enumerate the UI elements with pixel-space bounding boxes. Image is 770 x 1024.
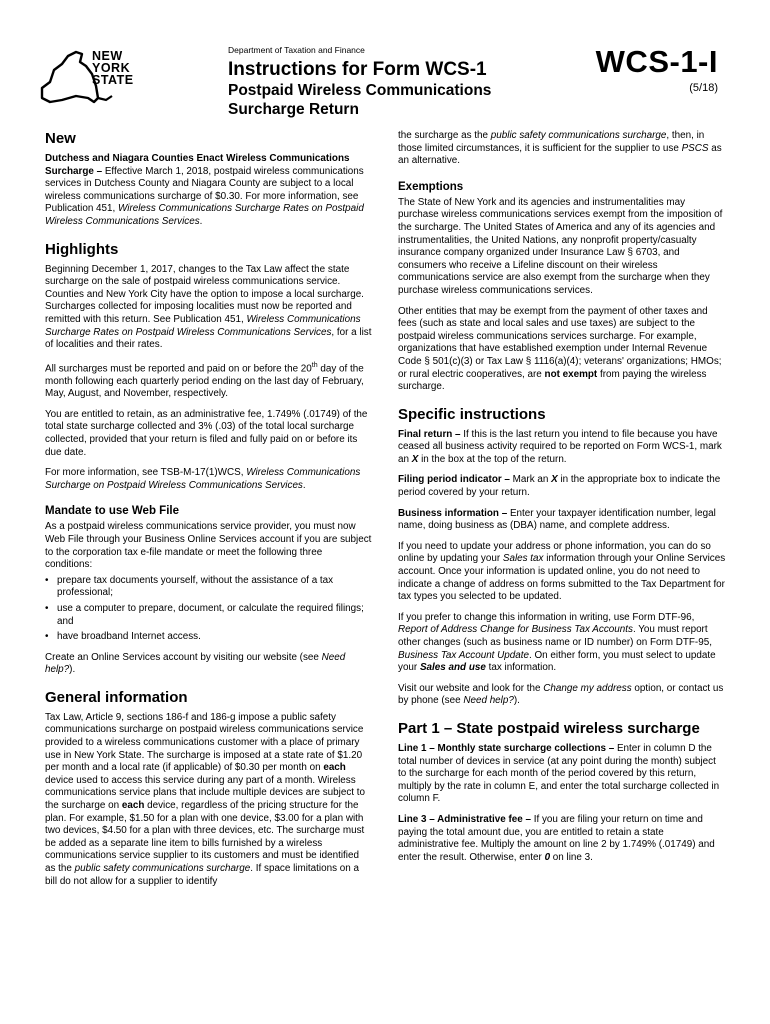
- exemptions-paragraph-1: The State of New York and its agencies and instrumentalities may purchase wireless communications services exempt from the imposition of the surcharge. The United States of America and any of its agencies and instrumentalities, the United Nations, any nonprofit property/casualty insurance company organized under Insurance Law § 6703, and consumers who receive a Lifeline discount on their wireless communications service are also exempt from the surcharge when they purchase wireless communications services.: [398, 196, 723, 296]
- change-in-writing-paragraph: If you prefer to change this information in writing, use Form DTF-96, Report of Address Change for Business Tax Accounts. You must report other changes (such as business name or ID number) on Form DTF-95, Business Tax Account Update. On either form, you must select to update your Sales and use tax information.: [398, 611, 716, 674]
- right-column: [398, 130, 726, 872]
- highlights-heading: Highlights: [45, 240, 119, 258]
- mandate-conditions-list: [45, 575, 372, 644]
- revision-date: (5/18): [689, 82, 718, 94]
- part1-heading: Part 1 – State postpaid wireless surcharge: [398, 719, 700, 737]
- new-heading: New: [45, 130, 76, 147]
- general-continued-paragraph: the surcharge as the public safety communications surcharge, then, in those limited circumstances, it is sufficient for the supplier to use PSCS as an alternative.: [398, 130, 722, 167]
- list-item: • prepare tax documents yourself, without the assistance of a tax professional;: [57, 575, 372, 600]
- list-item: • use a computer to prepare, document, or calculate the required filings; and: [57, 603, 372, 628]
- department-name: Department of Taxation and Finance: [228, 45, 365, 55]
- line1-paragraph: Line 1 – Monthly state surcharge collections – Enter in column D the total number of devices in service (at any point during the month) subject to the surcharge for each month of the period covered by this return, multiply by the rate in column E, and enter the total surcharge collected in column F.: [398, 742, 720, 805]
- highlights-paragraph-2: All surcharges must be reported and paid on or before the 20th day of the month following each quarterly period ending on the last day of February, May, August, and November, respectively.: [45, 361, 364, 400]
- line3-paragraph: Line 3 – Administrative fee – If you are filing your return on time and paying the total amount due, you are entitled to retain a state administrative fee. Multiply the amount on line 2 by 1.749% (.01749) and enter the result. Otherwise, enter 0 on line 3.: [398, 813, 715, 863]
- visit-website-paragraph: Visit our website and look for the Change my address option, or contact us by phone (see Need help?).: [398, 682, 724, 707]
- exemptions-paragraph-2: Other entities that may be exempt from the payment of other taxes and fees (such as state and local sales and use taxes) are subject to the postpaid wireless communications services surcharge. For example, organizations that have established exemption under Internal Revenue Code § 501(c)(3) or Tax Law § 1116(a)(4); veterans' organizations; HMOs; or rural electric cooperatives, are not exempt from paying the wireless surcharge.: [398, 305, 722, 393]
- general-information-paragraph: Tax Law, Article 9, sections 186-f and 186-g impose a public safety communications surcharge on postpaid wireless communications service provided to a wireless communications customer with a place of primary use in New York State. The surcharge is imposed at a state rate of $1.20 per month and a local rate (if applicable) of $0.30 per month on each device used to access this service during any part of a month. Wireless communications service plans that include multiple devices are subject to the surcharge on each device, regardless of the pricing structure for the plan. For example, $1.50 for a plan with one device, $3.00 for a plan with two devices, $4.50 for a plan with three devices, etc. The surcharge must be added as a separate line item to bills furnished by a wireless communications service supplier to its customers and must be identified as the public safety communications surcharge. If space limitations on a bill do not allow for a supplier to identify: [45, 711, 365, 887]
- update-address-paragraph: If you need to update your address or phone information, you can do so online by updating your Sales tax information through your Online Services account. Once your information is updated online, you do not need to indicate a change of address on forms submitted to the Tax Department for tax types you selected to be updated.: [398, 540, 726, 603]
- business-information-paragraph: Business information – Enter your taxpayer identification number, legal name, doing business as (DBA) name, and complete address.: [398, 507, 716, 532]
- logo-text: NEW YORK STATE: [92, 49, 134, 87]
- form-number: WCS-1-I: [595, 44, 718, 79]
- new-paragraph: Dutchess and Niagara Counties Enact Wireless Communications Surcharge – Effective March 1, 2018, postpaid wireless communications services in Dutchess County and Niagara County are subject to a local wireless communications surcharge of $0.30. For more information, see Publication 451, Wireless Communications Surcharge Rates on Postpaid Wireless Communications Services.: [45, 153, 364, 227]
- general-information-heading: General information: [45, 688, 188, 706]
- page-title: Instructions for Form WCS-1: [228, 59, 487, 80]
- exemptions-heading: Exemptions: [398, 180, 464, 193]
- mandate-heading: Mandate to use Web File: [45, 505, 179, 518]
- left-column: [45, 130, 372, 896]
- mandate-paragraph: As a postpaid wireless communications service provider, you must now Web File through your Business Online Services account if you are subject to the corporation tax e-file mandate or meet the following three conditions:: [45, 521, 372, 571]
- page-subtitle: Postpaid Wireless Communications Surcharge Return: [228, 82, 492, 118]
- page-header: [0, 0, 770, 130]
- highlights-paragraph-1: Beginning December 1, 2017, changes to the Tax Law affect the state surcharge on the sale of postpaid wireless communications service. Counties and New York City have the option to impose a local surcharge. Surcharges collected for imposing localities must now be reported and remitted with this return. See Publication 451, Wireless Communications Surcharge Rates on Postpaid Wireless Communications Services, for a list of localities and their rates.: [45, 263, 372, 351]
- highlights-paragraph-4: For more information, see TSB-M-17(1)WCS, Wireless Communications Surcharge on Postpaid Wireless Communications Services.: [45, 467, 361, 491]
- online-services-paragraph: Create an Online Services account by visiting our website (see Need help?).: [45, 651, 346, 676]
- specific-instructions-heading: Specific instructions: [398, 405, 546, 423]
- final-return-paragraph: Final return – If this is the last return you intend to file because you have ceased all business activity required to be reported on Form WCS-1, mark an X in the box at the top of the return.: [398, 428, 722, 465]
- list-item: • have broadband Internet access.: [57, 631, 372, 644]
- filing-period-paragraph: Filing period indicator – Mark an X in the appropriate box to indicate the period covered by your return.: [398, 474, 721, 499]
- highlights-paragraph-3: You are entitled to retain, as an administrative fee, 1.749% (.01749) of the total state surcharge collected and 3% (.03) of the total local surcharge collected, provided that your return is filed and fully paid on or before its due date.: [45, 408, 368, 458]
